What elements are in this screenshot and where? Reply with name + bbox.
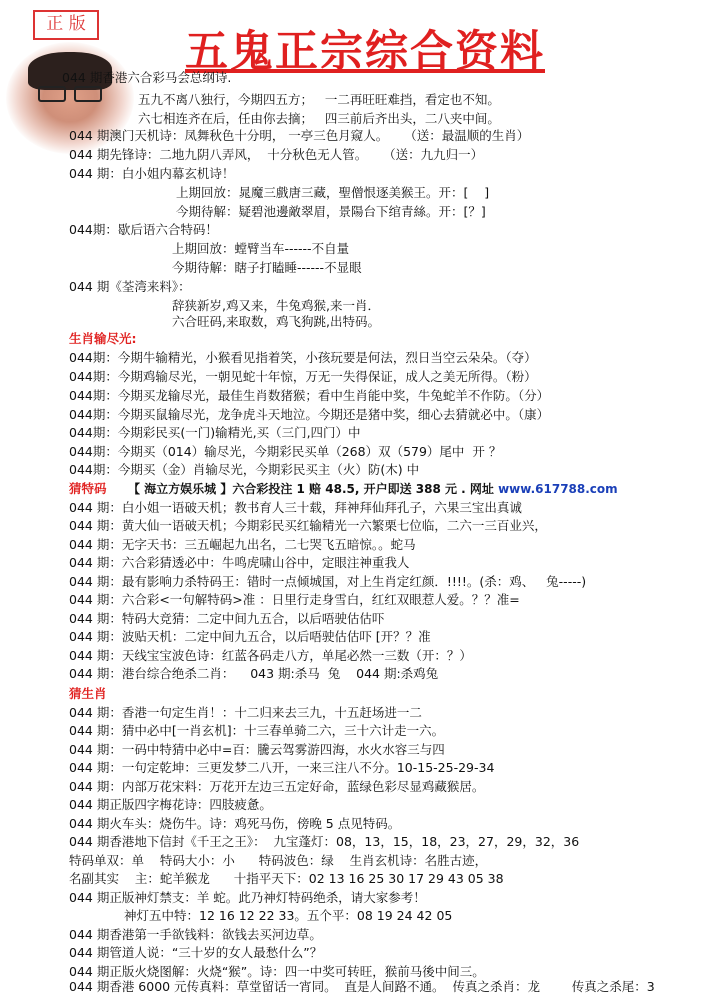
text-line: 044 期：一码中特猜中必中=百：騰云驾雾游四海，水火水容三与四 [69,742,445,757]
section-heading: 生肖输尽光: [69,331,137,346]
text-line: 044期：歇后语六合特码！ [69,222,218,237]
text-line: 五九不离八独行，今期四五方； 一二再旺旺难挡，看定也不知。 [138,92,500,107]
page-title: 五鬼正宗综合资料 [185,27,545,77]
text-line: 辞狭新岁,鸡又来，牛兔鸡猴,来一肖． [172,298,380,313]
text-line: 特码单双：单 特码大小：小 特码波色：绿 生肖玄机诗：名胜古迹， [69,853,488,868]
text-line: 044 期正版四字梅花诗：四肢疲惫。 [69,797,272,812]
text-line: 044期：今期鸡输尽光，一朝见蛇十年惊，万无一失得保证，成人之美无所得。（粉） [69,369,537,384]
text-line: 044 期：内部万花宋料：万花开左边三五定好命，蓝绿色彩尽显鸡藏猴居。 [69,779,485,794]
text-line: 上期回放：晁魔三戲唐三藏，聖僧恨逐美猴王。开：[ ] [176,185,490,200]
text-line: 神灯五中特：12 16 12 22 33。五个平：08 19 24 42 05 [124,908,453,923]
text-line: 044 期：香港一句定生肖！：十二归来去三九，十五赶场进一二 [69,705,422,720]
text-line: 044 期香港第一手欲钱料：欲钱去买河边草。 [69,927,322,942]
text-line: 044 期：白小姐内幕玄机诗！ [69,166,235,181]
ad-banner [128,481,618,497]
text-line: 044期：今期买（金）肖输尽光，今期彩民买主（火）防(木) 中 [69,462,420,477]
text-line: 044 期先锋诗：二地九阴八弄风， 十分秋色无人管。 （送：九九归一） [69,147,484,162]
ad-text: 【 海立方娱乐城 】六合彩投注 1 赔 48.5, 开户即送 388 元 . 网址 [128,482,499,496]
text-line: 名副其实 主：蛇羊猴龙 十指平天下：02 13 16 25 30 17 29 43 05 38 [69,871,504,886]
text-line: 044 期：波贴天机：二定中间九五合，以后唔驶估估吓 [开？？准 [69,629,431,644]
text-line: 044期：今期买鼠输尽光，龙争虎斗天地泣。今期还是猪中奖，细心去猜就必中。（康） [69,407,550,422]
text-line: 044 期：六合彩猜透必中：牛鸣虎啸山谷中，定眼注神重我人 [69,555,410,570]
zhengban-badge: 正 版 [33,10,99,40]
text-line: 044 期：无字天书：三五崛起九出名，二七哭飞五暗惊。。蛇马 [69,537,416,552]
text-line: 044 期正版神灯禁支：羊 蛇。此乃神灯特码绝杀，请大家参考！ [69,890,426,905]
text-line: 上期回放：螳臂当车------不自量 [172,241,350,256]
text-line: 044 期正版火烧图解：火烧“猴”。诗：四一中奖可转旺，猴前马後中间三。 [69,964,485,979]
text-line: 044 期澳门天机诗：凤舞秋色十分明， 一亭三色月窥人。 （送：最温顺的生肖） [69,128,530,143]
text-line: 044 期：港台综合绝杀二肖： 043 期:杀马 兔 044 期:杀鸡兔 [69,666,439,681]
text-line: 044 期管道人说：“三十岁的女人最愁什么”？ [69,945,323,960]
text-line: 044 期：天线宝宝波色诗：红蓝各码走八方，单尾必然一三数（开：？） [69,648,472,663]
text-line: 044 期香港六合彩马会总纲诗. [62,70,232,85]
text-line: 044期：今期彩民买(一门)输精光,买（三门,四门）中 [69,425,361,440]
text-line: 六合旺码,来取数，鸡飞狗跳,出特码。 [172,314,380,329]
text-line: 044 期火车头：烧伤牛。诗：鸡死马伤，傍晚 5 点见特码。 [69,816,401,831]
section-heading: 猜生肖 [69,686,107,701]
text-line: 044期：今期牛输精光，小猴看见指着笑，小孩玩要是何法，烈日当空云朵朵。（夺） [69,350,537,365]
text-line: 044 期：最有影响力杀特码王：错时一点倾城国，对上生肖定红颜．!!!!。(杀：鸡、 兔-----) [69,574,587,589]
text-line: 044 期：六合彩<一句解特码>准 ：日里行走身雪白，红红双眼惹人爱。？？准= [69,592,520,607]
text-line: 044期：今期买龙输尽光，最佳生肖数猪猴；看中生肖能中奖，牛兔蛇羊不作防。（分） [69,388,550,403]
text-line: 044 期：一句定乾坤：三更发梦二八开，一来三注八不分。10-15-25-29-34 [69,760,495,775]
text-line: 044 期香港地下信封《千王之王》： 九宝蓬灯：08，13，15，18，23，27，29，32，36 [69,834,580,849]
text-line: 044 期：特码大竞猜：二定中间九五合，以后唔驶估估吓 [69,611,385,626]
text-line: 今期待解：瞎子打瞌睡------不显眼 [172,260,362,275]
text-line: 044期：今期买（014）输尽光，今期彩民买单（268）双（579）尾中 开 ？ [69,444,502,459]
text-line: 044 期：黄大仙一语破天机；今期彩民买红输精光一六繁栗七位临，二六一三百业兴， [69,518,547,533]
text-line: 044 期：猜中必中[一肖玄机]：十三春单骑二六，三十六计走一六。 [69,723,445,738]
text-line: 六七相连齐在后，任由你去摘； 四三前后齐出头，二八夹中间。 [138,111,500,126]
ad-link[interactable]: www.617788.com [498,482,618,496]
text-line: 今期待解：疑碧池邊敵翠眉，景陽台下绾青絲。开：[？] [176,204,486,219]
text-line: 044 期《荃湾来料》： [69,279,191,294]
text-line: 044 期：白小姐一语破天机；教书育人三十载，拜神拜仙拜孔子，六果三宝出真诚 [69,500,522,515]
text-line: 044 期香港 6000 元传真料：草堂留话一宵同。 直是人间路不通。 传真之杀肖：龙 传真之杀尾：3 [69,979,655,994]
section-heading: 猜特码 [69,481,107,496]
